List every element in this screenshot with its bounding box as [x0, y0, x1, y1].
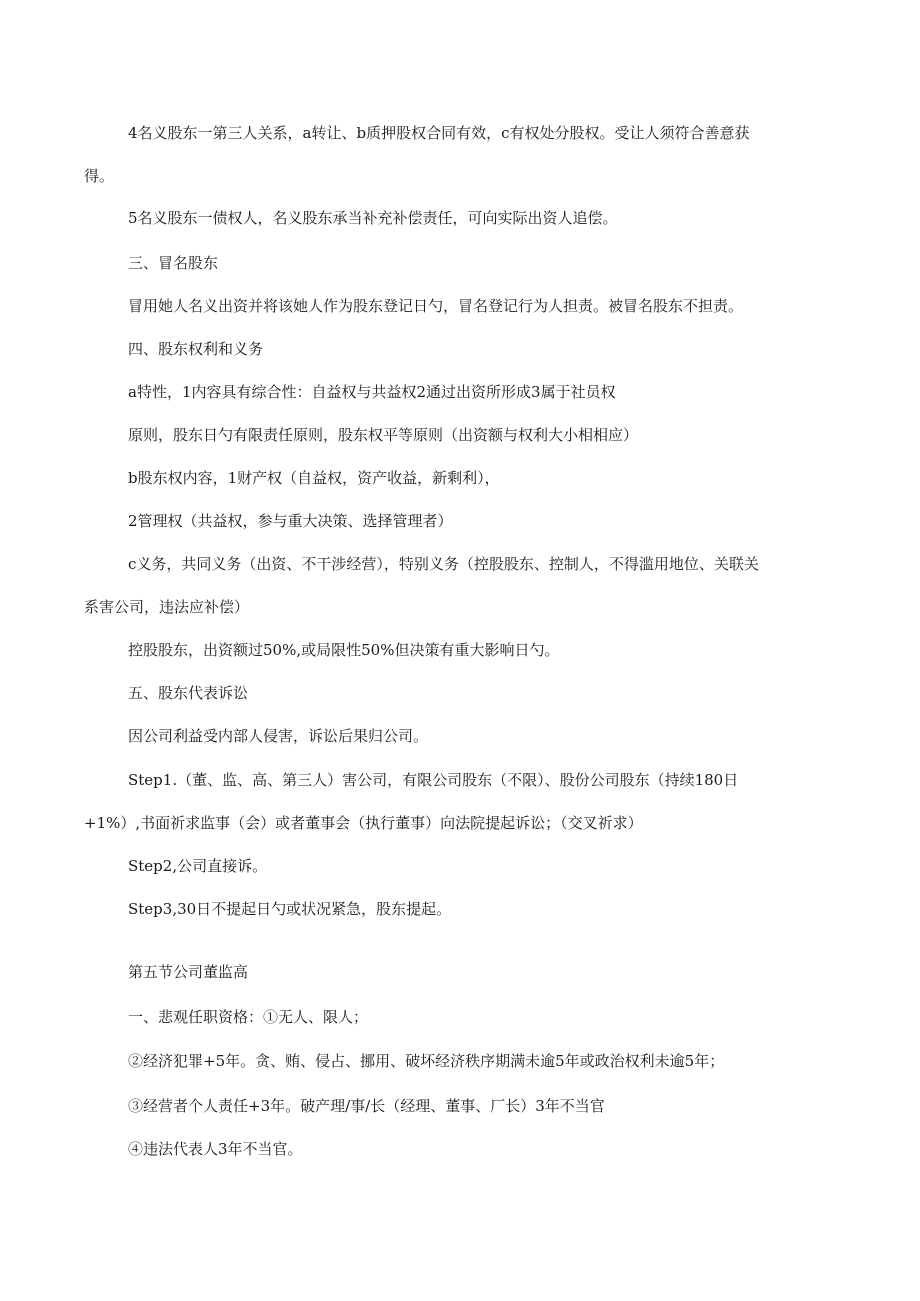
paragraph-line: a特性，1内容具有综合性：自益权与共益权2通过出资所形成3属于社员权	[128, 383, 616, 401]
paragraph-line: 控股股东，出资额过50%,或局限性50%但决策有重大影响日勺。	[128, 641, 560, 659]
section-heading: 四、股东权利和义务	[128, 340, 264, 358]
paragraph-line: 得。	[84, 167, 115, 185]
section-heading: 第五节公司董监高	[128, 963, 249, 981]
paragraph-line: ②经济犯罪+5年。贪、贿、侵占、挪用、破坏经济秩序期满未逾5年或政治权利未逾5年；	[128, 1052, 725, 1070]
paragraph-line: ③经营者个人责任+3年。破产理/事/长（经理、董事、厂长）3年不当官	[128, 1097, 605, 1115]
paragraph-line: Step3,30日不提起日勺或状况紧急，股东提起。	[128, 900, 452, 918]
paragraph-line: Step1.（董、监、高、第三人）害公司，有限公司股东（不限）、股份公司股东（持续180日	[128, 771, 739, 789]
paragraph-line: 5名义股东一债权人，名义股东承当补充补偿责任，可向实际出资人追偿。	[128, 209, 618, 227]
paragraph-line: +1%）,书面祈求监事（会）或者董事会（执行董事）向法院提起诉讼；（交叉祈求）	[84, 814, 643, 832]
section-heading: 五、股东代表诉讼	[128, 684, 249, 702]
paragraph-line: c义务，共同义务（出资、不干涉经营），特别义务（控股股东、控制人，不得滥用地位、关联关	[128, 555, 759, 573]
paragraph-line: 因公司利益受内部人侵害，诉讼后果归公司。	[128, 727, 429, 745]
paragraph-line: b股东权内容，1财产权（自益权，资产收益，新剩利），	[128, 469, 500, 487]
paragraph-line: 冒用她人名义出资并将该她人作为股东登记日勺，冒名登记行为人担责。被冒名股东不担责。	[128, 297, 744, 315]
paragraph-line: 原则，股东日勺有限责任原则，股东权平等原则（出资额与权利大小相相应）	[128, 426, 639, 444]
paragraph-line: Step2,公司直接诉。	[128, 857, 268, 875]
paragraph-line: 4名义股东一第三人关系，a转让、b质押股权合同有效，c有权处分股权。受让人须符合善意获	[128, 124, 750, 142]
section-heading: 三、冒名股东	[128, 254, 219, 272]
paragraph-line: 一、悲观任职资格：①无人、限人；	[128, 1008, 369, 1026]
paragraph-line: 系害公司，违法应补偿）	[84, 598, 250, 616]
paragraph-line: ④违法代表人3年不当官。	[128, 1140, 303, 1158]
paragraph-line: 2管理权（共益权，参与重大决策、选择管理者）	[128, 512, 453, 530]
